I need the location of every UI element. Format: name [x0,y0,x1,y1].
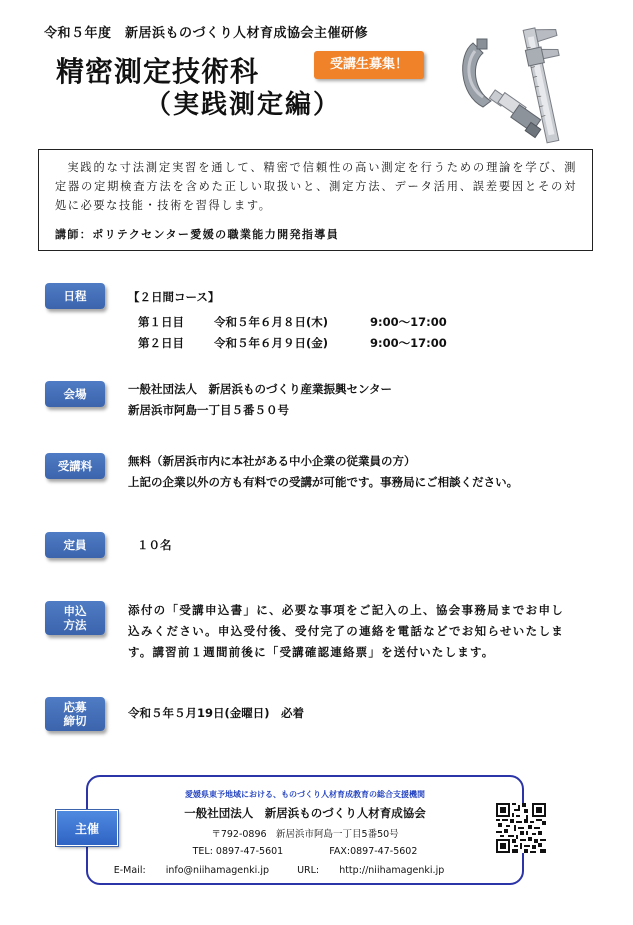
schedule-date: 令和５年６月８日(木) [214,315,329,329]
qr-code[interactable] [496,803,546,853]
footer-org: 一般社団法人 新居浜ものづくり人材育成協会 [184,806,426,820]
fee-line2: 上記の企業以外の方も有料での受講が可能です。事務局にご相談ください。 [128,475,519,489]
deadline-label-line1: 応募 [63,700,87,714]
application-text: 添付の「受講申込書」に、必要な事項をご記入の上、協会事務局までお申し込みください。申込受付後、受付完了の連絡を電話などでお知らせいたします。講習前１週間前後に「受講確認連絡票」を送付いたします。 [128,603,564,659]
venue-name: 一般社団法人 新居浜ものづくり産業振興センター [128,382,393,396]
micrometer-caliper-illustration [455,25,587,145]
deadline-label [45,697,105,731]
application-label-line2: 方法 [63,618,87,632]
footer-address: 〒792-0896 新居浜市阿島一丁目5番50号 [211,829,399,840]
capacity-value: １０名 [137,538,172,552]
footer-tagline: 愛媛県東予地域における、ものづくり人材育成教育の総合支援機関 [185,790,425,799]
description-text: 実践的な寸法測定実習を通して、精密で信頼性の高い測定を行うための理論を学び、測定器の定期検査方法を含めた正しい取扱いと、測定方法、データ活用、誤差要因とその対処に必要な技能・技術を習得します。 [55,161,577,212]
deadline-label-line2: 締切 [63,714,87,728]
capacity-label: 定員 [45,532,105,558]
venue-section [128,379,392,421]
instructor-text: 講師：ポリテクセンター愛媛の職業能力開発指導員 [55,228,340,241]
description-box [38,149,593,251]
application-label-line1: 申込 [63,604,87,618]
recruit-badge: 受講生募集！ [314,51,424,79]
schedule-label: 日程 [45,283,105,309]
schedule-time: 9:00～17:00 [370,336,447,350]
schedule-date: 令和５年６月９日(金) [214,336,329,350]
venue-label: 会場 [45,381,105,407]
schedule-day: 第１日目 [138,315,184,329]
footer-email[interactable]: info@niihamagenki.jp [165,865,269,876]
venue-address: 新居浜市阿島一丁目５番５０号 [128,403,289,417]
fee-section [128,451,518,493]
main-title: 精密測定技術科 [56,55,260,88]
course-type: 【２日間コース】 [128,290,220,304]
schedule-section [128,287,450,354]
footer-fax: FAX:0897-47-5602 [329,846,418,857]
schedule-time: 9:00～17:00 [370,315,447,329]
fee-label: 受講料 [45,453,105,479]
footer-url-label: URL: [297,865,320,876]
schedule-day: 第２日目 [138,336,184,350]
schedule-row [138,312,450,333]
application-label [45,601,105,635]
schedule-row [138,333,450,354]
deadline-text: 令和５年５月19日(金曜日) 必着 [128,706,305,720]
small-title: 令和５年度 新居浜ものづくり人材育成協会主催研修 [44,26,369,41]
fee-line1: 無料（新居浜市内に本社がある中小企業の従業員の方） [128,454,416,468]
footer-phone-line [86,846,524,857]
sponsor-label: 主催 [56,810,118,846]
footer-email-label: E-Mail: [113,865,146,876]
footer-tel: TEL: 0897-47-5601 [192,846,284,857]
footer-contact-line [60,865,498,876]
sub-title: （実践測定編） [145,90,342,120]
footer-url[interactable]: http://niihamagenki.jp [339,865,445,876]
